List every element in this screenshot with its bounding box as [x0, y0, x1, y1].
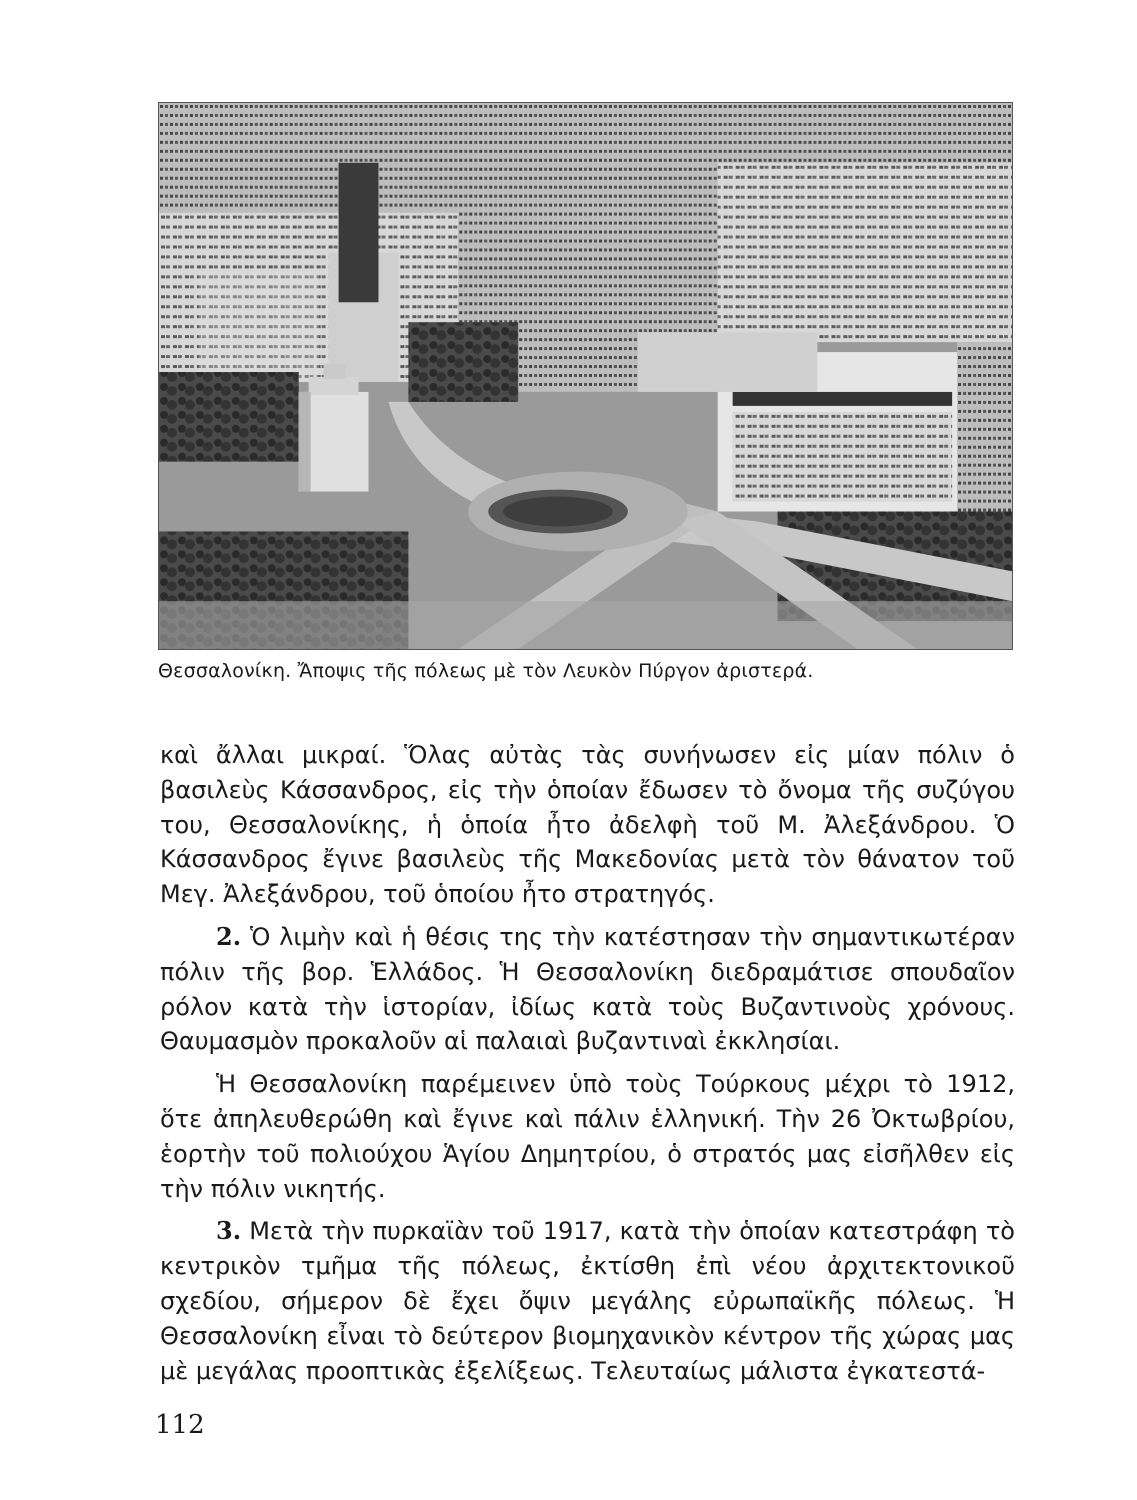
paragraph-2-text: Ὁ λιμὴν καὶ ἡ θέσις της τὴν κατέστησαν τὴν σημαντικωτέραν πόλιν τῆς βορ. Ἑλλάδος. Ἡ Θεσσαλονίκη διεδραμάτισε σπουδαῖον ρόλον κατὰ τὴν ἱστορίαν, ἰδίως κατὰ τοὺς Βυζαντινοὺς χρόνους. Θαυμασμὸν προκαλοῦν αἱ παλαιαὶ βυζαντιναὶ ἐκκλησίαι. — [160, 922, 1015, 1056]
section-number-2: 2. — [216, 921, 242, 951]
page-number: 112 — [155, 1410, 205, 1440]
paragraph-2 — [160, 920, 1015, 1059]
paragraph-3: Ἡ Θεσσαλονίκη παρέμεινεν ὑπὸ τοὺς Τούρκους μέχρι τὸ 1912, ὅτε ἀπηλευθερώθη καὶ ἔγινε καὶ πάλιν ἑλληνική. Τὴν 26 Ὀκτωβρίου, ἑορτὴν τοῦ πολιούχου Ἁγίου Δημητρίου, ὁ στρατός μας εἰσῆλθεν εἰς τὴν πόλιν νικητής. — [160, 1070, 1015, 1203]
section-number-3: 3. — [216, 1216, 242, 1246]
paragraph-1: καὶ ἄλλαι μικραί. Ὅλας αὐτὰς τὰς συνήνωσεν εἰς μίαν πόλιν ὁ βασιλεὺς Κάσσανδρος, εἰς τὴν ὁποίαν ἔδωσεν τὸ ὄνομα τῆς συζύγου του, Θεσσαλονίκης, ἡ ὁποία ἦτο ἀδελφὴ τοῦ Μ. Ἀλεξάνδρου. Ὁ Κάσσανδρος ἔγινε βασιλεὺς τῆς Μακεδονίας μετὰ τὸν θάνατον τοῦ Μεγ. Ἀλεξάνδρου, τοῦ ὁποίου ἦτο στρατηγός. — [160, 741, 1015, 909]
city-photo — [158, 102, 1013, 650]
paragraph-4 — [160, 1214, 1015, 1388]
thessaloniki-aerial-image — [159, 103, 1012, 649]
body-text — [160, 738, 1015, 1396]
paragraph-4-text: Μετὰ τὴν πυρκαϊὰν τοῦ 1917, κατὰ τὴν ὁποίαν κατεστράφη τὸ κεντρικὸν τμῆμα τῆς πόλεως, ἐκτίσθη ἐπὶ νέου ἀρχιτεκτονικοῦ σχεδίου, σήμερον δὲ ἔχει ὄψιν μεγάλης εὐρωπαϊκῆς πόλεως. Ἡ Θεσσαλονίκη εἶναι τὸ δεύτερον βιομηχανικὸν κέντρον τῆς χώρας μας μὲ μεγάλας προοπτικὰς ἐξελίξεως. Τελευταίως μάλιστα ἐγκατεστά- — [160, 1217, 1015, 1385]
figure-caption: Θεσσαλονίκη. Ἄποψις τῆς πόλεως μὲ τὸν Λευκὸν Πύργον ἀριστερά. — [158, 660, 814, 682]
